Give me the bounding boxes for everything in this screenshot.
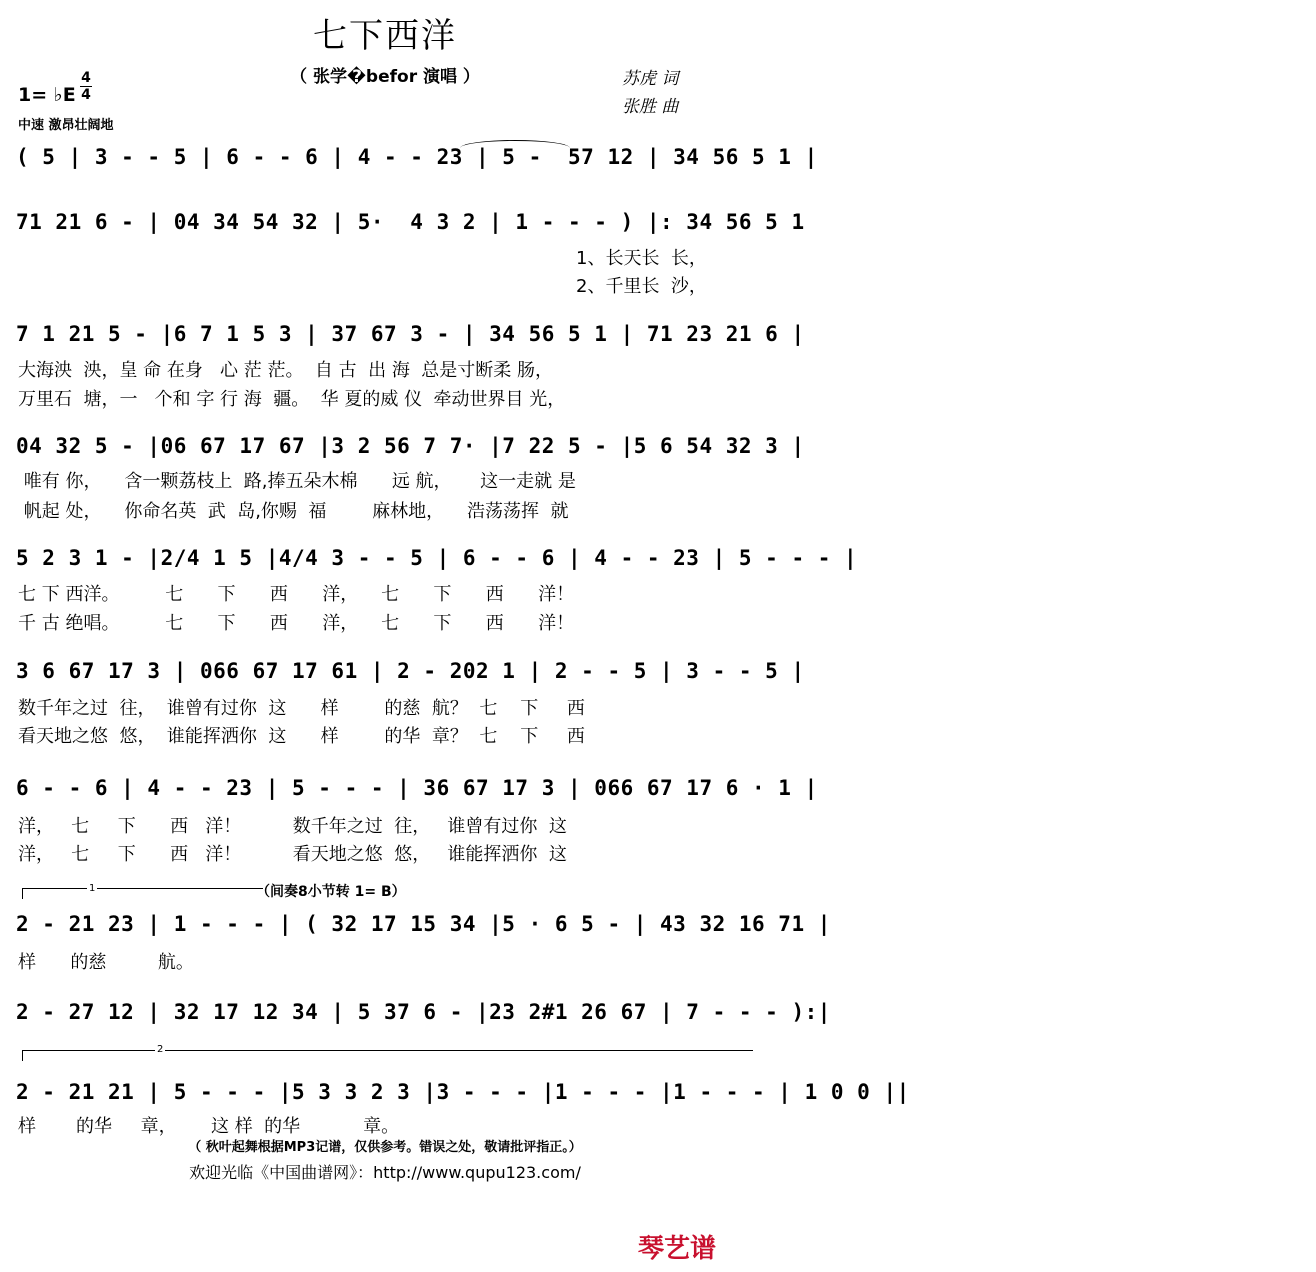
lyricist-credit: 苏虎 词 <box>622 69 679 89</box>
first-ending-bracket <box>22 888 263 899</box>
lyric-line-4a: 唯有 你， 含一颗荔枝上 路,捧五朵木棉 远 航， 这一走就 是 <box>18 471 576 492</box>
lyric-line-4b: 帆起 处， 你命名英 武 岛,你赐 福 麻林地， 浩荡荡挥 就 <box>18 501 569 522</box>
score-line-2: 71 21 6 - | 04 34 54 32 | 5· 4 3 2 | 1 - - - ) |: 34 56 5 1 <box>16 210 805 234</box>
lyric-verse1-intro: 1、长天长 长， <box>576 248 707 269</box>
second-ending-bracket <box>22 1050 753 1061</box>
score-line-9: 2 - 27 12 | 32 17 12 34 | 5 37 6 - |23 2#1 26 67 | 7 - - - ):| <box>16 1000 831 1024</box>
website-credit[interactable]: 欢迎光临《中国曲谱网》：http://www.qupu123.com/ <box>189 1163 581 1182</box>
meter-bottom: 4 <box>81 87 91 103</box>
lyric-line-7b: 洋， 七 下 西 洋！ 看天地之悠 悠， 谁能挥洒你 这 <box>18 844 567 865</box>
song-title: 七下西洋 <box>313 16 457 56</box>
second-ending-number: 2 <box>157 1044 164 1055</box>
lyric-line-5b: 千 古 绝唱。 七 下 西 洋， 七 下 西 洋！ <box>18 613 575 634</box>
tempo-marking: 中速 激昂壮阔地 <box>18 118 114 133</box>
singer-credit: （ 张学�befor 演唱 ） <box>290 67 480 87</box>
lyric-line-6b: 看天地之悠 悠， 谁能挥洒你 这 样 的华 章？ 七 下 西 <box>18 726 585 747</box>
score-line-4: 04 32 5 - |06 67 17 67 |3 2 56 7 7· |7 22 5 - |5 6 54 32 3 | <box>16 434 805 458</box>
lyric-line-5a: 七 下 西洋。 七 下 西 洋， 七 下 西 洋！ <box>18 584 575 605</box>
time-signature <box>80 70 92 103</box>
meter-top: 4 <box>81 70 91 86</box>
score-line-10: 2 - 21 21 | 5 - - - |5 3 3 2 3 |3 - - - |1 - - - |1 - - - | 1 0 0 || <box>16 1080 910 1104</box>
brand-logo: 琴艺谱 <box>638 1234 717 1264</box>
score-line-3: 7 1 21 5 - |6 7 1 5 3 | 37 67 3 - | 34 56 5 1 | 71 23 21 6 | <box>16 322 805 346</box>
score-line-6: 3 6 67 17 3 | 066 67 17 61 | 2 - 202 1 | 2 - - 5 | 3 - - 5 | <box>16 659 805 683</box>
lyric-line-3b: 万里石 塘，一 个和 字 行 海 疆。 华 夏的威 仪 牵动世界目 光， <box>18 389 566 410</box>
first-ending-number: 1 <box>89 883 96 894</box>
score-line-7: 6 - - 6 | 4 - - 23 | 5 - - - | 36 67 17 3 | 066 67 17 6 · 1 | <box>16 776 818 800</box>
composer-credit: 张胜 曲 <box>622 97 679 117</box>
lyric-line-7a: 洋， 七 下 西 洋！ 数千年之过 往， 谁曾有过你 这 <box>18 816 567 837</box>
lyric-verse2-intro: 2、千里长 沙， <box>576 276 707 297</box>
score-line-8: 2 - 21 23 | 1 - - - | ( 32 17 15 34 |5 · 6 5 - | 43 32 16 71 | <box>16 912 831 936</box>
slur-arc <box>460 140 570 148</box>
transcriber-note: （ 秋叶起舞根据MP3记谱，仅供参考。错误之处，敬请批评指正。） <box>188 1140 582 1155</box>
lyric-line-8a: 样 的慈 航。 <box>18 952 194 973</box>
score-line-1: ( 5 | 3 - - 5 | 6 - - 6 | 4 - - 23 | 5 - 57 12 | 34 56 5 1 | <box>16 145 818 169</box>
lyric-line-10a: 样 的华 章， 这 样 的华 章。 <box>18 1116 400 1137</box>
score-line-5: 5 2 3 1 - |2/4 1 5 |4/4 3 - - 5 | 6 - - 6 | 4 - - 23 | 5 - - - | <box>16 546 858 570</box>
lyric-line-6a: 数千年之过 往， 谁曾有过你 这 样 的慈 航？ 七 下 西 <box>18 698 585 719</box>
lyric-line-3a: 大海泱 泱，皇 命 在身 心 茫 茫。 自 古 出 海 总是寸断柔 肠， <box>18 360 553 381</box>
key-signature: 1= ♭E <box>18 84 76 106</box>
interlude-note: （间奏8小节转 1= B） <box>256 884 406 900</box>
